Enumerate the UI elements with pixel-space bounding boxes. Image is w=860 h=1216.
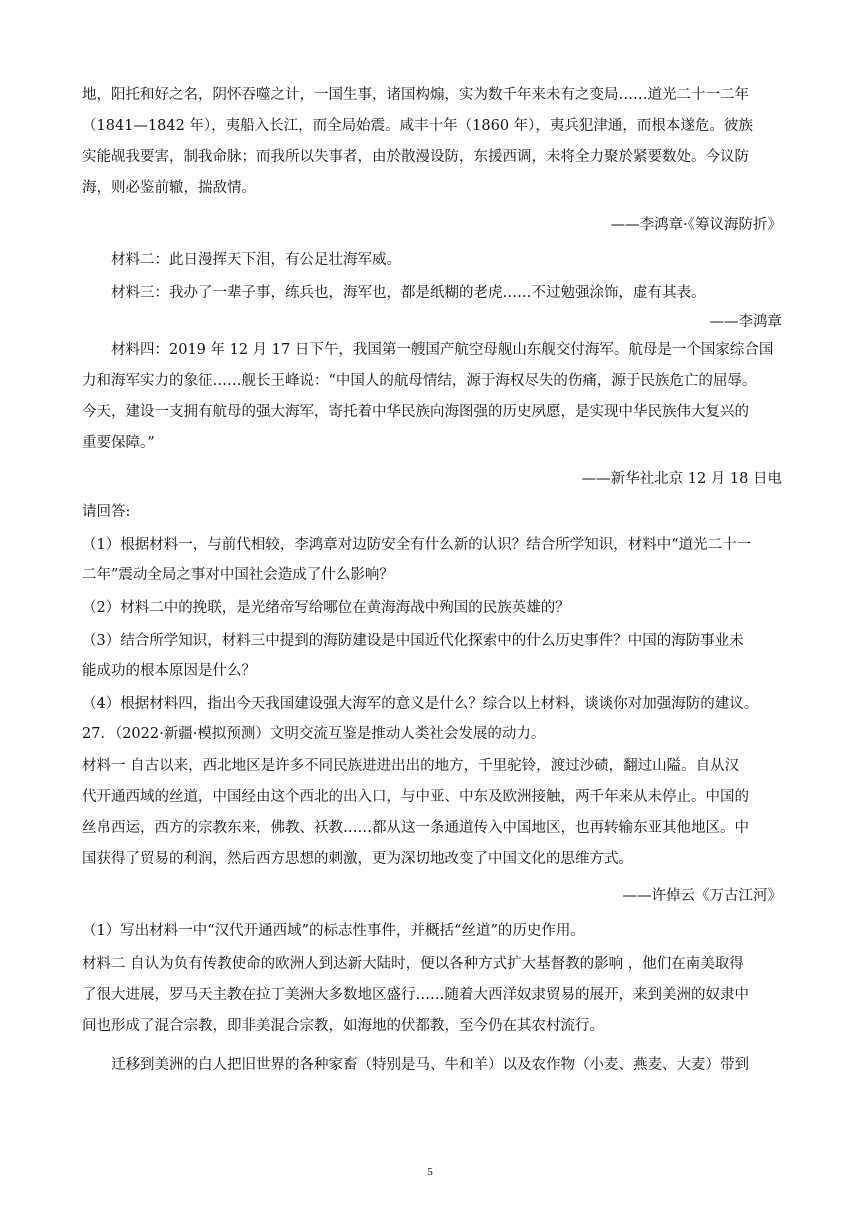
problem-27-title: 27．（2022·新疆·模拟预测）文明交流互鉴是推动人类社会发展的动力。 (82, 726, 546, 742)
p27-material-2-line: 间也形成了混合宗教，即非美混合宗教，如海地的伏都教，至今仍在其农村流行。 (82, 1018, 604, 1034)
material-1-source: ——李鸿章·《筹议海防折》 (610, 217, 782, 233)
material-4-line: 力和海军实力的象征……舰长王峰说：“中国人的航母情结，源于海权尽失的伤痛，源于民族危亡的屈辱。 (82, 373, 757, 389)
material-3: 材料三：我办了一辈子事，练兵也，海军也，都是纸糊的老虎……不过勉强涂饰，虚有其表。 (111, 285, 706, 301)
answer-prompt: 请回答: (82, 504, 131, 520)
p27-material-2-continuation: 迁移到美洲的白人把旧世界的各种家畜（特别是马、牛和羊）以及农作物（小麦、燕麦、大麦）带到 (111, 1057, 749, 1073)
question-3-line: 能成功的根本原因是什么？ (82, 663, 256, 679)
material-2: 材料二：此日漫挥天下泪，有公足壮海军威。 (111, 252, 401, 268)
question-2: （2）材料二中的挽联，是光绪帝写给哪位在黄海海战中殉国的民族英雄的？ (82, 600, 570, 616)
material-3-source: ——李鸿章 (709, 314, 782, 330)
material-1-line: 地，阳托和好之名，阴怀吞噬之计，一国生事，诸国构煽，实为数千年来未有之变局……道光二十一二年 (82, 87, 749, 103)
material-1-line: 海，则必鉴前辙，揣敌情。 (82, 180, 256, 196)
question-3-line: （3）结合所学知识，材料三中提到的海防建设是中国近代化探索中的什么历史事件？中国的海防事业未 (82, 633, 744, 649)
p27-question-1: （1）写出材料一中“汉代开通西域”的标志性事件，并概括“丝道”的历史作用。 (82, 923, 585, 939)
page-content (82, 80, 782, 1081)
p27-material-1-line: 代开通西域的丝道，中国经由这个西北的出入口，与中亚、中东及欧洲接触，两千年来从未停止。中国的 (82, 789, 749, 805)
material-1-line: （1841—1842 年），夷船入长江，而全局始震。咸丰十年（1860 年），夷兵犯津通，而根本遂危。彼族 (82, 118, 753, 134)
p27-material-1-line: 丝帛西运，西方的宗教东来，佛教、袄教……都从这一条通道传入中国地区，也再转输东亚其他地区。中 (82, 820, 749, 836)
material-4-line: 材料四：2019 年 12 月 17 日下午，我国第一艘国产航空母舰山东舰交付海军。航母是一个国家综合国 (111, 342, 774, 358)
p27-material-2-line: 材料二 自认为负有传教使命的欧洲人到达新大陆时，便以各种方式扩大基督教的影响 ，他们在南美取得 (82, 956, 744, 972)
question-1-line: 二年”震动全局之事对中国社会造成了什么影响？ (82, 567, 394, 583)
material-4-line: 今天，建设一支拥有航母的强大海军，寄托着中华民族向海图强的历史夙愿，是实现中华民族伟大复兴的 (82, 404, 749, 420)
question-4: （4）根据材料四，指出今天我国建设强大海军的意义是什么？综合以上材料，谈谈你对加强海防的建议。 (82, 696, 759, 712)
question-1-line: （1）根据材料一，与前代相较，李鸿章对边防安全有什么新的认识？结合所学知识，材料中“道光二十一 (82, 537, 752, 553)
p27-material-1-source: ——许倬云《万古江河》 (622, 888, 782, 904)
material-4-source: ——新华社北京 12 月 18 日电 (581, 471, 782, 487)
material-1-line: 实能觇我要害，制我命脉；而我所以失事者，由於散漫设防，东援西调，未将全力聚於紧要数处。今议防 (82, 149, 749, 165)
p27-material-2-line: 了很大进展，罗马天主教在拉丁美洲大多数地区盛行……随着大西洋奴隶贸易的展开，来到美洲的奴隶中 (82, 987, 749, 1003)
material-4-line: 重要保障。” (82, 435, 155, 451)
p27-material-1-line: 国获得了贸易的利润，然后西方思想的刺激，更为深切地改变了中国文化的思维方式。 (82, 851, 633, 867)
p27-material-1-line: 材料一 自古以来，西北地区是许多不同民族进进出出的地方，千里驼铃，渡过沙碛，翻过山隘。自从汉 (82, 758, 740, 774)
page-number: 5 (427, 1166, 433, 1178)
